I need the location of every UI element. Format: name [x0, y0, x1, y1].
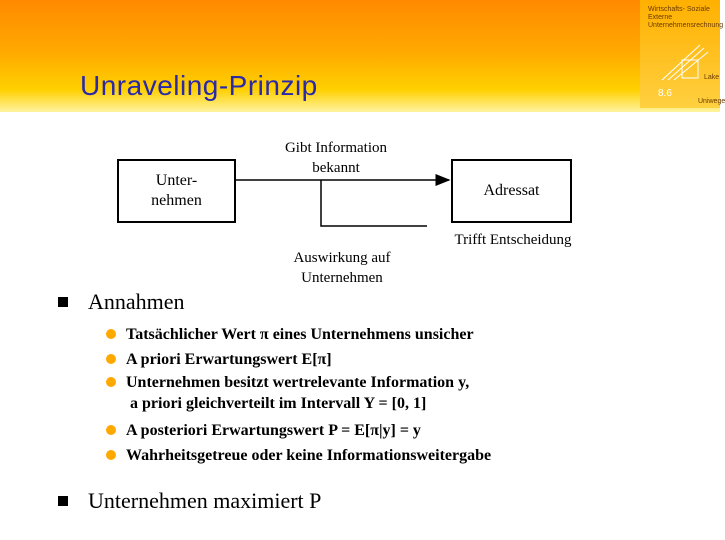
assumptions-label: Annahmen: [88, 289, 185, 314]
circle-bullet-icon: [106, 354, 116, 364]
addressee-label: Adressat: [483, 182, 540, 199]
assumptions-list: [106, 322, 491, 468]
list-item-text: Wahrheitsgetreue oder keine Informationsweitergabe: [126, 447, 492, 464]
list-item: [106, 322, 491, 347]
maximize-label: Unternehmen maximiert P: [88, 488, 322, 513]
list-item: [106, 372, 491, 394]
list-item-text: A posteriori Erwartungswert P = E[π|y] = y: [126, 422, 421, 439]
square-bullet-icon: [58, 297, 68, 307]
list-item-text: Unternehmen besitzt wertrelevante Information y,: [126, 374, 470, 391]
circle-bullet-icon: [106, 377, 116, 387]
circle-bullet-icon: [106, 425, 116, 435]
maximize-bullet: [58, 488, 321, 514]
assumptions-bullet: [58, 289, 185, 315]
list-item: [106, 347, 491, 372]
list-item-continuation: [106, 394, 491, 418]
logo-side-label-1: Lake: [704, 74, 720, 81]
company-box: [117, 159, 236, 223]
list-item-text: A priori Erwartungswert E[π]: [126, 351, 332, 368]
effect-label: Auswirkung auf Unternehmen: [293, 250, 391, 286]
slide-number: 8.6: [658, 88, 672, 99]
circle-bullet-icon: [106, 329, 116, 339]
circle-bullet-icon: [106, 450, 116, 460]
addressee-box: [451, 159, 572, 223]
list-item-text: a priori gleichverteilt im Intervall Y = [0, 1]: [130, 395, 427, 412]
logo-text-3: Unternehmensrechnung: [648, 22, 724, 29]
logo-text-2: Externe: [648, 14, 673, 21]
list-item: [106, 418, 491, 443]
logo-side-label-3: Uniwege: [698, 98, 725, 105]
square-bullet-icon: [58, 496, 68, 506]
list-item-text: Tatsächlicher Wert π eines Unternehmens unsicher: [126, 326, 474, 343]
logo-text-1: Wirtschafts- Soziale: [648, 6, 710, 13]
company-label: Unter- nehmen: [151, 172, 202, 209]
decision-label: Trifft Entscheidung: [454, 232, 572, 248]
info-label: Gibt Information bekannt: [284, 140, 388, 176]
page-title: Unraveling-Prinzip: [80, 70, 318, 101]
list-item: [106, 443, 491, 468]
